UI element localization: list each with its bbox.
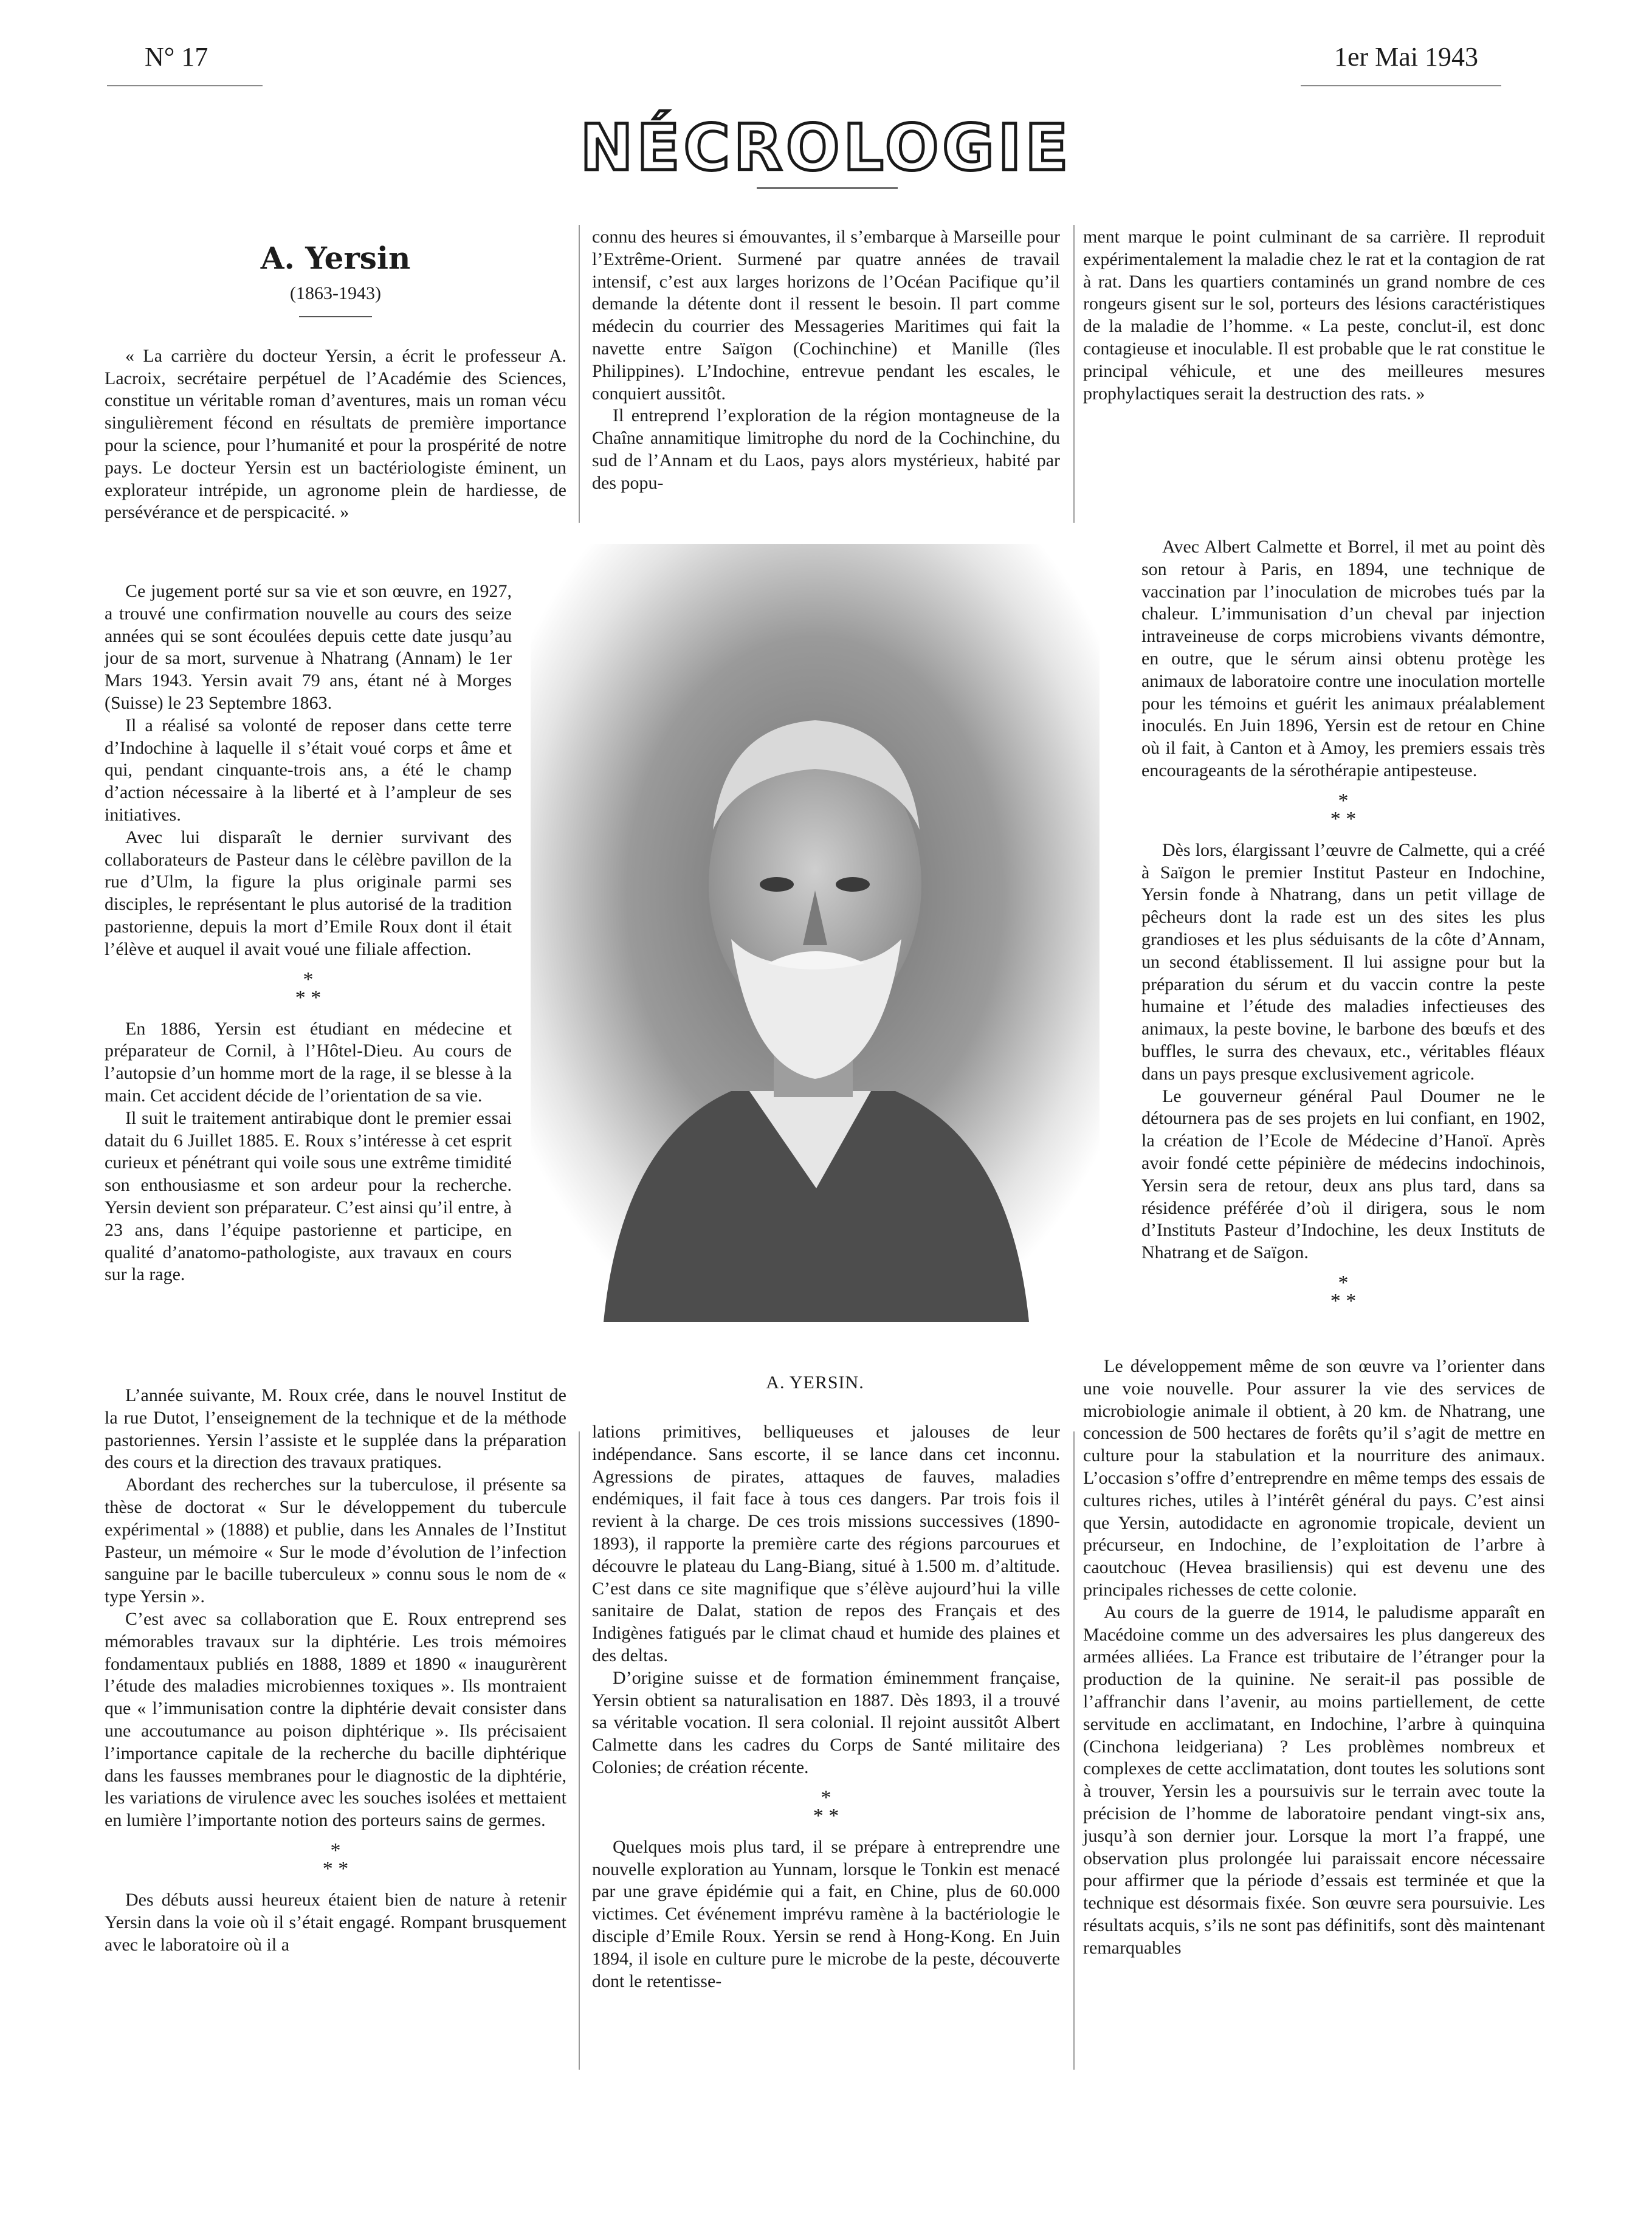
paragraph: Il a réalisé sa volonté de reposer dans cette terre d’Indochine à laquelle il s’était voué corps et âme et qui, pendant cinquante-trois ans, a été le champ d’action nécessaire à la liberté et à l’ampleur de ses initiatives. (105, 715, 512, 825)
column-3-upper (1083, 226, 1545, 405)
portrait-photo (531, 544, 1100, 1322)
paragraph: D’origine suisse et de formation éminemment française, Yersin obtient sa naturalisation en 1887. Dès 1893, il a trouvé sa véritable vocation. Il sera colonial. Il rejoint aussitôt Albert Calmette dans les cadres du Corps de Santé militaire des Colonies; de création récente. (592, 1667, 1060, 1777)
paragraph: Il entreprend l’exploration de la région montagneuse de la Chaîne annamitique limitrophe du nord de la Cochinchine, du sud de l’Annam et du Laos, pays alors mystérieux, habité par des popu- (592, 405, 1060, 493)
paragraph: L’année suivante, M. Roux crée, dans le nouvel Institut de la rue Dutot, l’enseignement de la technique et de la méthode pastoriennes. Yersin l’assiste et le supplée dans la préparation des cours et la direction des travaux pratiques. (105, 1385, 566, 1473)
paragraph: Avec lui disparaît le dernier survivant des collaborateurs de Pasteur dans le célèbre pavillon de la rue d’Ulm, la figure la plus originale parmi ses disciples, le représentant le plus autorisé de la tradition pastorienne, depuis la mort d’Emile Roux dont il était l’élève et auquel il avait voué une filiale affection. (105, 827, 512, 959)
paragraph: Quelques mois plus tard, il se prépare à entreprendre une nouvelle exploration au Yunnam, lorsque le Tonkin est menacé par une grave épidémie qui a fait, en Chine, plus de 60.000 victimes. Cet événement imprévu ramène à la bactériologie le disciple d’Emile Roux. Yersin se rend à Hong-Kong. En Juin 1894, il isole en culture pure le microbe de la peste, découverte dont le retentisse- (592, 1836, 1060, 1991)
paragraph: ment marque le point culminant de sa carrière. Il reproduit expérimentalement la maladie chez le rat et la contagion de rat à rat. Dans les quartiers contaminés un grand nombre de ces rongeurs gisent sur le sol, porteurs des lésions caractéristiques de la maladie de l’homme. « La peste, conclut-il, est donc contagieuse et inoculable. Il est probable que le rat constitue le principal véhicule, et une des meilleures mesures prophylactiques serait la destruction des rats. » (1083, 227, 1545, 404)
section-separator: * * * (1330, 789, 1357, 830)
header-rule-left (107, 85, 263, 86)
paragraph: Des débuts aussi heureux étaient bien de nature à retenir Yersin dans la voie où il s’était engagé. Rompant brusquement avec le laboratoire où il a (105, 1889, 566, 1955)
photo-caption: A. YERSIN. (766, 1372, 864, 1393)
paragraph: connu des heures si émouvantes, il s’embarque à Marseille pour l’Extrême-Orient. Surmené par quatre années de travail intensif, c’est aux larges horizons de l’Océan Pacifique qu’il demande la détente dont il ressent le besoin. Il part comme médecin du courrier des Messageries Maritimes qui fait la navette entre Saïgon (Cochinchine) et Manille (îles Philippines). L’Indochine, entrevue pendant les escales, le conquiert aussitôt. (592, 227, 1060, 404)
column-2-lower (592, 1421, 1060, 1992)
column-1-narrow (105, 580, 512, 1286)
section-title: NÉCROLOGIE (580, 111, 1072, 185)
section-separator: * * * (1330, 1271, 1357, 1312)
paragraph: Il suit le traitement antirabique dont le premier essai datait du 6 Juillet 1885. E. Roux s’intéresse à cet esprit curieux et pénétrant qui voile sous une extrême timidité son enthousiasme et son ardeur pour la recherche. Yersin devient son préparateur. C’est ainsi qu’il entre, à 23 ans, dans l’équipe pastorienne et participe, en qualité d’anatomo-pathologiste, aux travaux en cours sur la rage. (105, 1107, 512, 1285)
column-3-lower (1083, 1355, 1545, 1960)
paragraph: Avec Albert Calmette et Borrel, il met au point dès son retour à Paris, en 1894, une technique de vaccination par l’inoculation de microbes tués par la chaleur. L’immunisation d’un cheval par injection intraveineuse de corps microbiens vivants démontre, en outre, que le sérum ainsi obtenu protège les animaux de laboratoire contre une inoculation mortelle pour les témoins et guérit les animaux préalablement inoculés. En Juin 1896, Yersin est de retour en Chine où il fait, à Canton et à Amoy, les premiers essais très encourageants de la sérothérapie antipesteuse. (1141, 537, 1545, 780)
obituary-dates: (1863-1943) (290, 283, 381, 303)
issue-number: N° 17 (145, 42, 208, 72)
paragraph: Dès lors, élargissant l’œuvre de Calmette, qui a créé à Saïgon le premier Institut Pasteur en Indochine, Yersin fonde à Nhatrang, dans un petit village de pêcheurs dont la rade est un des sites les plus grandioses et les plus séduisants de la côte d’Annam, un second établissement. Il lui assigne pour but la préparation du sérum et du vaccin contre la peste humaine et l’étude des maladies infectieuses des animaux, la peste bovine, le barbone des bœufs et des buffles, le surra des chevaux, etc., véritables fléaux dans un pays presque exclusivement agricole. (1141, 839, 1545, 1084)
column-divider-3 (579, 1431, 580, 2070)
column-divider-1 (579, 225, 580, 523)
paragraph: Ce jugement porté sur sa vie et son œuvre, en 1927, a trouvé une confirmation nouvelle au cours des seize années qui se sont écoulées depuis cette date jusqu’au jour de sa mort, survenue à Nhatrang (Annam) le 1er Mars 1943. Yersin avait 79 ans, étant né à Morges (Suisse) le 23 Septembre 1863. (105, 581, 512, 713)
obituary-name: A. Yersin (260, 240, 411, 276)
column-divider-4 (1073, 1431, 1075, 2070)
section-separator: * * * (295, 968, 322, 1009)
header-rule-right (1301, 85, 1501, 86)
paragraph: En 1886, Yersin est étudiant en médecine et préparateur de Cornil, à l’Hôtel-Dieu. Au cours de l’autopsie d’un homme mort de la rage, il se blesse à la main. Cet accident décide de l’orientation de sa vie. (105, 1018, 512, 1106)
column-1-upper (105, 222, 566, 524)
paragraph: Au cours de la guerre de 1914, le paludisme apparaît en Macédoine comme un des adversaires les plus dangereux des armées alliées. La France est tributaire de l’étranger pour la production de la quinine. Ne serait-il pas possible de l’affranchir dans l’avenir, au moins partiellement, de cette servitude en acclimatant, en Indochine, l’arbre à quinquina (Cinchona leidgeriana) ? Les problèmes nombreux et complexes de cette acclimatation, dont toutes les solutions sont à trouver, Yersin les a poursuivis sur le terrain avec toute la précision de l’homme de laboratoire pendant vingt-six ans, jusqu’à son dernier jour. Lorsque la mort l’a frappé, une observation plus prolongée lui paraissait encore nécessaire pour affirmer que la période d’essais est terminée et que la technique est désormais fixée. Son œuvre sera poursuivie. Les résultats acquis, s’ils ne sont pas définitifs, sont dès maintenant remarquables (1083, 1602, 1545, 1958)
section-separator: * * * (322, 1839, 349, 1880)
paragraph: « La carrière du docteur Yersin, a écrit le professeur A. Lacroix, secrétaire perpétuel de l’Académie des Sciences, constitue un véritable roman d’aventures, mais un roman vécu singulièrement fécond en résultats de première importance pour la science, pour l’humanité et pour la prospérité de notre pays. Le docteur Yersin est un bactériologiste éminent, un explorateur intrépide, un agronome plein de hardiesse, de persévérance et de perspicacité. » (105, 345, 566, 523)
heading-rule (299, 316, 372, 317)
paragraph: Abordant des recherches sur la tuberculose, il présente sa thèse de doctorat « Sur le développement du tubercule expérimental » (1888) et publie, dans les Annales de l’Institut Pasteur, un mémoire « Sur le mode d’évolution de l’infection sanguine par le bacille tuberculeux » connu sous le nom de « type Yersin ». (105, 1475, 566, 1607)
section-separator: * * * (813, 1786, 839, 1827)
issue-date: 1er Mai 1943 (1334, 42, 1479, 72)
paragraph: Le gouverneur général Paul Doumer ne le détournera pas de ses projets en lui confiant, en 1902, la création de l’Ecole de Médecine d’Hanoï. Après avoir fondé cette pépinière de médecins indochinois, Yersin sera de retour, deux ans plus tard, dans sa résidence préférée d’où il dirigera, sous le nom d’Instituts Pasteur d’Indochine, les deux Instituts de Nhatrang et de Saïgon. (1141, 1086, 1545, 1263)
paragraph: C’est avec sa collaboration que E. Roux entreprend ses mémorables travaux sur la diphtérie. Les trois mémoires fondamentaux publiés en 1888, 1889 et 1890 « inaugurèrent l’étude des maladies microbiennes toxiques ». Ils montraient que « l’immunisation contre la diphtérie devait consister dans une accoutumance au poison diphtérique ». Ils précisaient l’importance capitale de la recherche du bacille diphtérique dans les fausses membranes pour le diagnostic de la diphtérie, les variations de virulence avec les souches isolées et mettaient en lumière l’importante notion des porteurs sains de germes. (105, 1608, 566, 1831)
column-1-lower (105, 1385, 566, 1956)
column-3-narrow (1141, 536, 1545, 1321)
column-divider-2 (1073, 225, 1075, 523)
paragraph: Le développement même de son œuvre va l’orienter dans une voie nouvelle. Pour assurer la vie des services de microbiologie animale il obtient, à 20 km. de Nhatrang, une concession de 500 hectares de forêts qu’il s’agit de mettre en culture pour la stabulation et la nourriture des animaux. L’occasion s’offre d’entreprendre en même temps des essais de cultures riches, utiles à l’intérêt général du pays. C’est ainsi que Yersin, autodidacte en agronomie tropicale, devient un précurseur, en Indochine, de l’exploitation de l’arbre à caoutchouc (Hevea brasiliensis) qui est devenu une des principales richesses de cette colonie. (1083, 1356, 1545, 1600)
title-underline (757, 187, 898, 189)
column-2-upper (592, 226, 1060, 495)
paragraph: lations primitives, belliqueuses et jalouses de leur indépendance. Sans escorte, il se lance dans cet inconnu. Agressions de pirates, attaques de fauves, maladies endémiques, il fait face à tous ces dangers. Par trois fois il revient à la charge. De ces trois missions successives (1890-1893), il rapporte la première carte des régions parcourues et découvre le plateau du Lang-Biang, situé à 1.500 m. d’altitude. C’est dans ce site magnifique que s’élève aujourd’hui la ville sanitaire de Dalat, station de repos des Français et des Indigènes fatigués par le climat chaud et humide des plaines et des deltas. (592, 1422, 1060, 1665)
